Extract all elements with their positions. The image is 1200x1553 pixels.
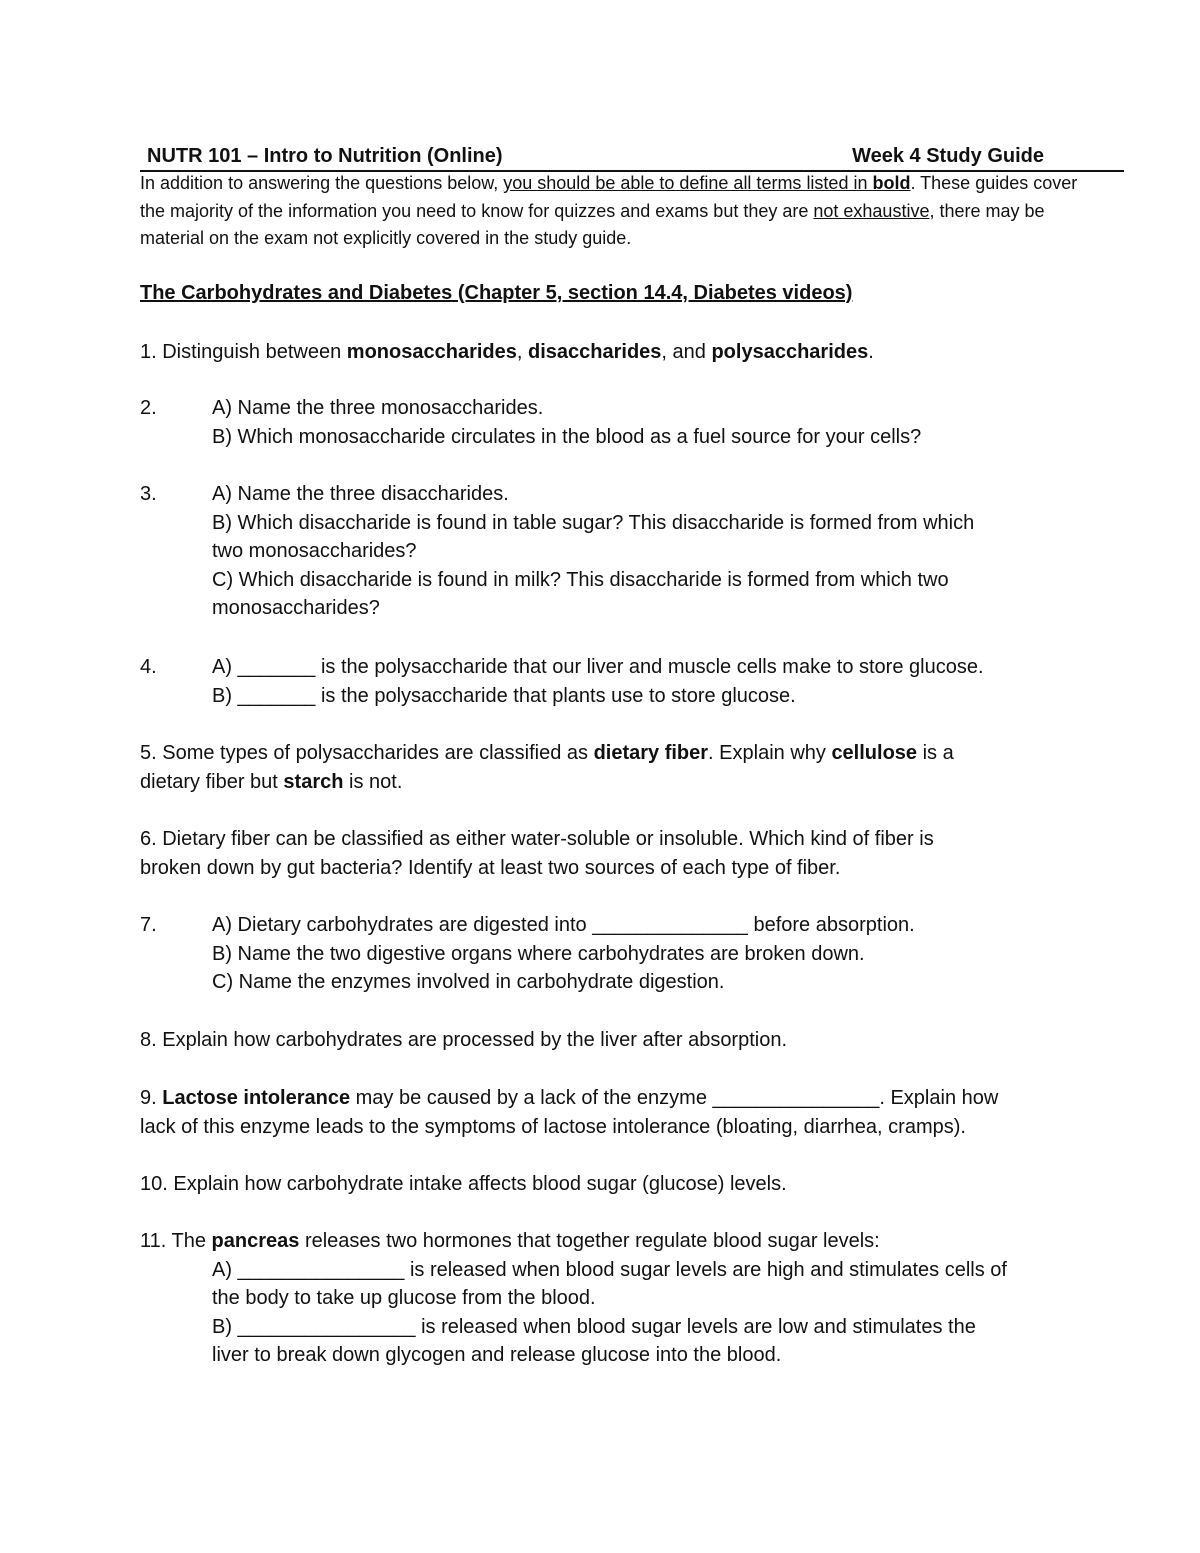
q1-term-di: disaccharides [528, 341, 662, 363]
q2-number: 2. [140, 397, 157, 419]
q5-term-fiber: dietary fiber [593, 742, 709, 764]
q11-part-b-line1: B) ________________ is released when blood sugar levels are low and stimulates the [212, 1315, 976, 1338]
q11-text-2: releases two hormones that together regulate blood sugar levels: [299, 1230, 880, 1252]
course-title: NUTR 101 – Intro to Nutrition (Online) [147, 145, 503, 167]
document-header [140, 142, 1124, 172]
q7-part-c: C) Name the enzymes involved in carbohydrate digestion. [212, 971, 725, 993]
q1-text-1: 1. Distinguish between [140, 341, 347, 363]
q4-part-b: B) _______ is the polysaccharide that plants use to store glucose. [212, 684, 796, 707]
q11-part-a-line2: the body to take up glucose from the blood. [212, 1287, 596, 1309]
q11-part-a-line1: A) _______________ is released when blood sugar levels are high and stimulates cells of [212, 1258, 1007, 1281]
q11-part-b-line2: liver to break down glycogen and release glucose into the blood. [212, 1344, 782, 1366]
q1-term-mono: monosaccharides [346, 341, 517, 363]
guide-title: Week 4 Study Guide [852, 145, 1044, 167]
question-5 [140, 739, 1070, 796]
q11-line-1 [140, 1227, 1070, 1256]
q7-part-b: B) Name the two digestive organs where carbohydrates are broken down. [212, 942, 865, 965]
q5-text-5: is not. [343, 770, 403, 793]
intro-text-1: In addition to answering the questions below, [140, 173, 504, 193]
q3-part-c-line1: C) Which disaccharide is found in milk? This disaccharide is formed from which two [212, 568, 949, 591]
q2-part-b: B) Which monosaccharide circulates in the blood as a fuel source for your cells? [212, 425, 922, 448]
q1-text-4: . [868, 341, 874, 363]
intro-underlined-1 [503, 173, 910, 193]
intro-bold-word: bold [872, 173, 911, 193]
question-3 [140, 480, 1070, 624]
q5-text-1: 5. Some types of polysaccharides are classified as [140, 742, 594, 764]
q1-text-3: , and [661, 341, 712, 363]
q5-text-4: dietary fiber but [140, 770, 284, 793]
q5-line-1 [140, 739, 1070, 768]
question-2 [140, 394, 1070, 452]
intro-text-2: . These guides cover the majority of the information you need to know for quizzes and exams but they are [140, 173, 1078, 221]
question-8: 8. Explain how carbohydrates are processed by the liver after absorption. [140, 1029, 788, 1051]
q9-text-1: 9. [140, 1087, 163, 1109]
q3-part-b-line2: two monosaccharides? [212, 540, 417, 562]
q5-term-starch: starch [283, 770, 344, 793]
q5-text-3: is a [917, 742, 954, 764]
q2-part-a: A) Name the three monosaccharides. [212, 397, 544, 419]
question-9 [140, 1084, 1070, 1141]
section-title: The Carbohydrates and Diabetes (Chapter 5, section 14.4, Diabetes videos) [140, 282, 853, 304]
q3-number: 3. [140, 483, 157, 505]
q6-line-1: 6. Dietary fiber can be classified as either water-soluble or insoluble. Which kind of fiber is [140, 828, 934, 850]
q5-term-cellulose: cellulose [831, 742, 918, 764]
question-6 [140, 825, 1070, 882]
q4-number: 4. [140, 656, 157, 678]
q1-text-2: , [516, 341, 528, 363]
q3-part-a: A) Name the three disaccharides. [212, 483, 509, 505]
q3-part-b-line1: B) Which disaccharide is found in table sugar? This disaccharide is formed from which [212, 511, 975, 534]
question-1 [140, 338, 1070, 367]
q4-part-a: A) _______ is the polysaccharide that our liver and muscle cells make to store glucose. [212, 656, 984, 678]
q7-part-a: A) Dietary carbohydrates are digested into ______________ before absorption. [212, 914, 915, 936]
q7-number: 7. [140, 914, 157, 936]
intro-paragraph [140, 170, 1100, 253]
q11-text-1: 11. The [140, 1230, 212, 1252]
q3-part-c-line2: monosaccharides? [212, 597, 380, 619]
q5-text-2: . Explain why [708, 742, 832, 764]
q9-line-2: lack of this enzyme leads to the symptoms of lactose intolerance (bloating, diarrhea, cramps). [140, 1115, 966, 1138]
intro-text-3: , there may be material on the exam not explicitly covered in the study guide. [140, 200, 1045, 248]
q5-line-2 [140, 768, 1070, 797]
intro-underlined-text: you should be able to define all terms listed in [503, 173, 873, 193]
intro-underlined-2: not exhaustive [813, 200, 930, 221]
q11-term-pancreas: pancreas [211, 1230, 300, 1252]
question-7 [140, 911, 1070, 997]
q1-term-poly: polysaccharides [711, 341, 869, 363]
question-4 [140, 653, 1070, 711]
q9-line-1 [140, 1084, 1070, 1113]
q9-term-lactose-intolerance: Lactose intolerance [162, 1087, 351, 1109]
q6-line-2: broken down by gut bacteria? Identify at least two sources of each type of fiber. [140, 856, 841, 879]
question-11 [140, 1227, 1070, 1371]
question-10: 10. Explain how carbohydrate intake affects blood sugar (glucose) levels. [140, 1173, 787, 1195]
q9-text-2: may be caused by a lack of the enzyme _______________. Explain how [350, 1087, 999, 1109]
